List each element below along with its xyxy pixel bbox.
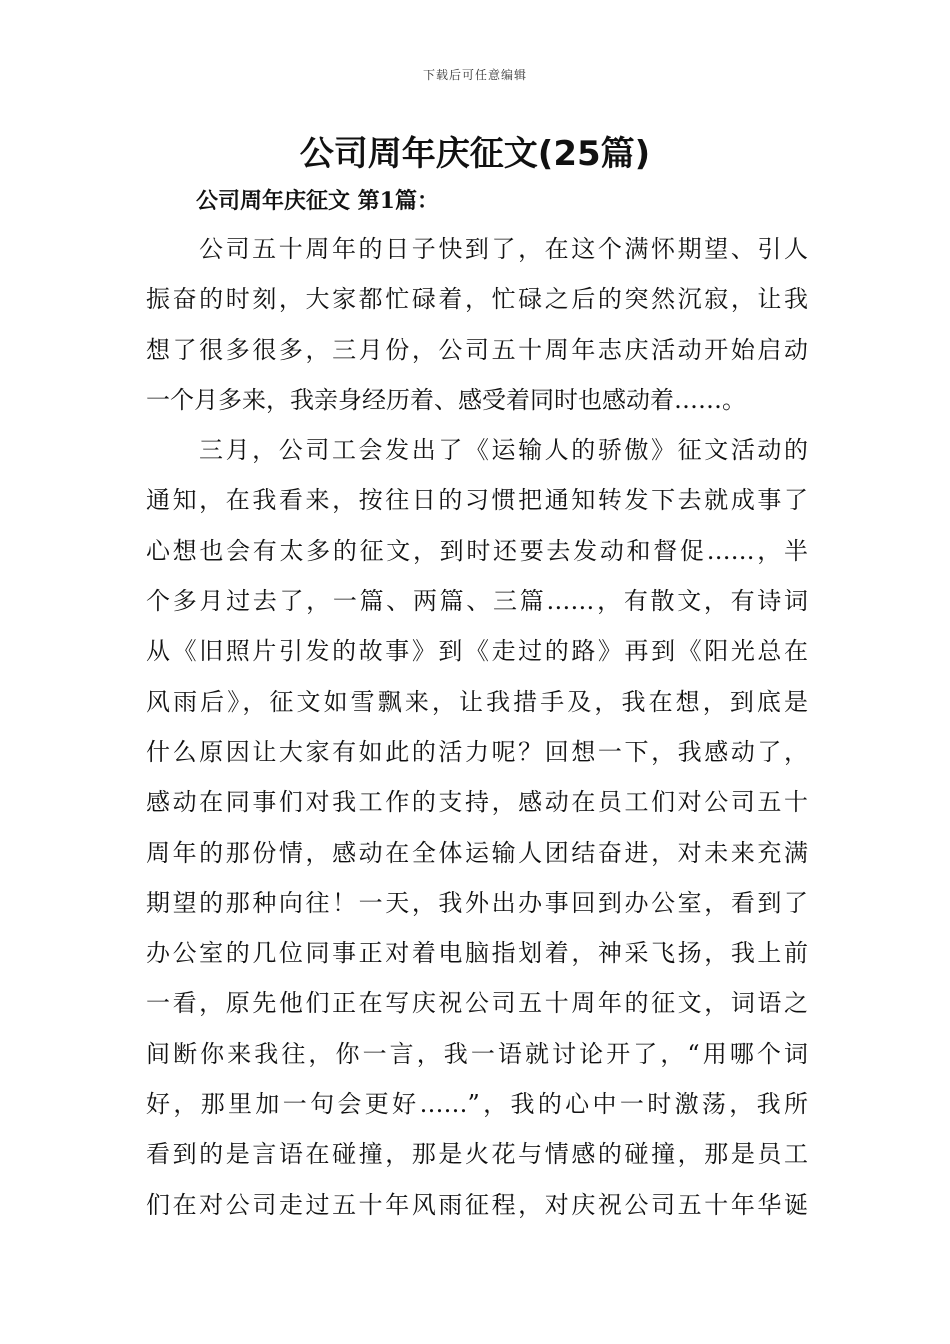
paragraph-line: 间断你来我往，你一言，我一语就讨论开了，“用哪个词 — [146, 1039, 808, 1068]
section-heading: 公司周年庆征文 第1篇： — [196, 188, 439, 214]
paragraph-line: 个多月过去了，一篇、两篇、三篇……，有散文，有诗词 — [146, 587, 808, 616]
paragraph-line: 周年的那份情，感动在全体运输人团结奋进，对未来充满 — [146, 838, 808, 867]
paragraph-line: 期望的那种向往！一天，我外出办事回到办公室，看到了 — [146, 888, 808, 917]
document-title: 公司周年庆征文(25篇) — [299, 134, 651, 174]
paragraph-line: 看到的是言语在碰撞，那是火花与情感的碰撞，那是员工 — [146, 1140, 808, 1169]
paragraph-line: 从《旧照片引发的故事》到《走过的路》再到《阳光总在 — [146, 637, 808, 666]
paragraph-line: 风雨后》，征文如雪飘来，让我措手及，我在想，到底是 — [146, 687, 808, 716]
paragraph-line: 一个月多来，我亲身经历着、感受着同时也感动着……。 — [146, 385, 746, 414]
paragraph-line: 们在对公司走过五十年风雨征程，对庆祝公司五十年华诞 — [146, 1190, 808, 1219]
paragraph-line: 好，那里加一句会更好……”，我的心中一时激荡，我所 — [146, 1090, 808, 1119]
paragraph-line: 想了很多很多，三月份，公司五十周年志庆活动开始启动 — [146, 335, 808, 364]
paragraph-line: 心想也会有太多的征文，到时还要去发动和督促……，半 — [146, 536, 808, 565]
header-note: 下载后可任意编辑 — [422, 68, 527, 82]
body-text — [146, 224, 808, 1230]
paragraph-line: 公司五十周年的日子快到了，在这个满怀期望、引人 — [199, 235, 808, 263]
paragraph-line: 振奋的时刻，大家都忙碌着，忙碌之后的突然沉寂，让我 — [146, 285, 808, 314]
paragraph-line: 感动在同事们对我工作的支持，感动在员工们对公司五十 — [146, 788, 808, 817]
paragraph-line: 一看，原先他们正在写庆祝公司五十周年的征文，词语之 — [146, 989, 808, 1018]
paragraph-line: 三月，公司工会发出了《运输人的骄傲》征文活动的 — [199, 436, 808, 465]
paragraph-line: 什么原因让大家有如此的活力呢？回想一下，我感动了， — [146, 737, 808, 766]
paragraph-line: 办公室的几位同事正对着电脑指划着，神采飞扬，我上前 — [146, 939, 808, 968]
paragraph-line: 通知，在我看来，按往日的习惯把通知转发下去就成事了 — [146, 486, 808, 515]
